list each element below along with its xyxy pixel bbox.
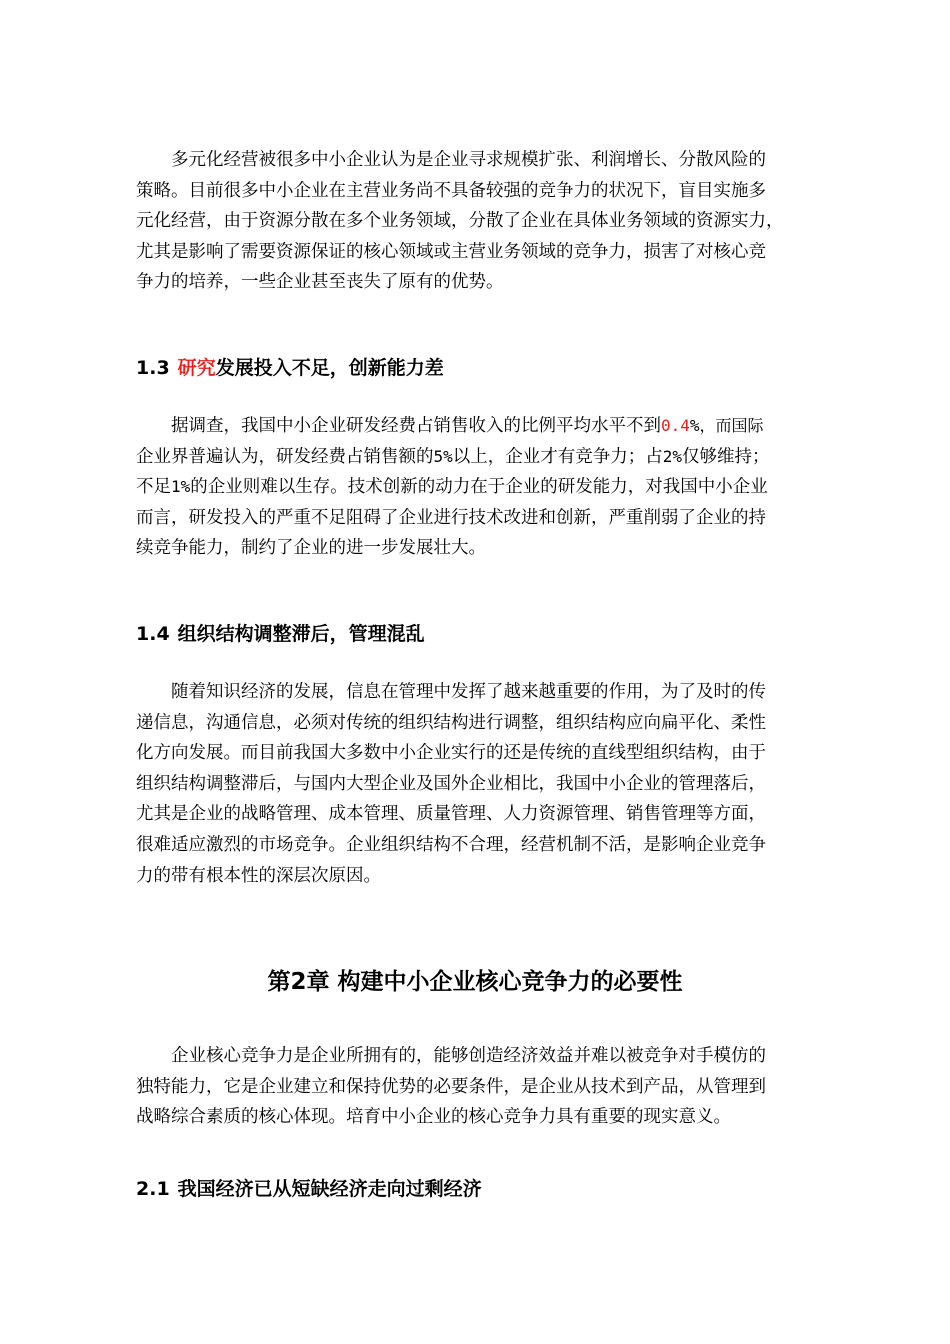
section-number: 1.3 [136,357,170,379]
text-segment: 以上，企业才有竞争力；占 [452,446,663,467]
text-line: 续竞争能力，制约了企业的进一步发展壮大。 [136,538,486,559]
chapter-suffix: 章 [306,969,330,995]
text-line: 元化经营，由于资源分散在多个业务领域，分散了企业在具体业务领域的资源实力， [136,211,784,232]
text-segment: 不足 [136,477,171,498]
text-line: 尤其是企业的战略管理、成本管理、质量管理、人力资源管理、销售管理等方面， [136,804,766,825]
text-line [136,442,840,473]
text-line: 很难适应激烈的市场竞争。企业组织结构不合理，经营机制不活，是影响企业竞争 [136,834,766,855]
text-segment: 的企业则难以生存。技术创新的动力在于企业的研发能力，对我国中小企业 [190,477,768,498]
text-line: 企业核心竞争力是企业所拥有的，能够创造经济效益并难以被竞争对手模仿的 [171,1046,766,1066]
text-line: 战略综合素质的核心体现。培育中小企业的核心竞争力具有重要的现实意义。 [136,1107,731,1128]
section-number: 1.4 [136,623,170,645]
text-segment: %，而国际 [689,416,764,435]
text-line [136,472,840,503]
highlighted-number: 0.4 [661,416,690,435]
text-line: 组织结构调整滞后，与国内大型企业及国外企业相比，我国中小企业的管理落后， [136,773,766,794]
paragraph-org-structure [136,677,840,891]
text-line: 多元化经营被很多中小企业认为是企业寻求规模扩张、利润增长、分散风险的 [171,150,766,170]
paragraph-rnd-investment [136,411,840,564]
paragraph-diversification [136,145,840,298]
text-line: 策略。目前很多中小企业在主营业务尚不具备较强的竞争力的状况下，盲目实施多 [136,180,766,201]
highlighted-text: 研究 [177,357,216,379]
chapter-prefix: 第 [267,969,291,995]
section-title: 发展投入不足，创新能力差 [215,357,444,379]
text-line: 力的带有根本性的深层次原因。 [136,865,381,886]
number-segment: 5% [433,446,453,466]
text-segment: 仅够维持； [682,446,770,467]
text-segment: 企业界普遍认为，研发经费占销售额的 [136,446,434,467]
text-line: 而言，研发投入的严重不足阻碍了企业进行技术改进和创新，严重削弱了企业的持 [136,507,766,528]
text-line: 化方向发展。而目前我国大多数中小企业实行的还是传统的直线型组织结构，由于 [136,743,766,764]
chapter-title: 构建中小企业核心竞争力的必要性 [337,969,683,995]
text-segment: 据调查，我国中小企业研发经费占销售收入的比例平均水平不到 [171,416,661,436]
section-heading-2-1 [136,1176,482,1202]
number-segment: 2% [662,446,683,466]
paragraph-core-competence [136,1041,840,1133]
text-line: 尤其是影响了需要资源保证的核心领域或主营业务领域的竞争力，损害了对核心竞 [136,241,766,262]
chapter-number: 2 [290,969,307,995]
text-line: 递信息，沟通信息，必须对传统的组织结构进行调整，组织结构应向扁平化、柔性 [136,712,766,733]
section-heading-1-3 [136,355,444,381]
section-heading-1-4 [136,621,425,647]
text-line [136,411,840,442]
text-line: 争力的培养，一些企业甚至丧失了原有的优势。 [136,272,504,293]
chapter-heading-2 [0,966,950,998]
text-line: 随着知识经济的发展，信息在管理中发挥了越来越重要的作用，为了及时的传 [171,682,766,702]
number-segment: 1% [171,477,191,497]
text-line: 独特能力，它是企业建立和保持优势的必要条件，是企业从技术到产品，从管理到 [136,1076,766,1097]
section-title: 我国经济已从短缺经济走向过剩经济 [177,1178,482,1200]
section-title: 组织结构调整滞后，管理混乱 [177,623,425,645]
section-number: 2.1 [136,1178,170,1200]
